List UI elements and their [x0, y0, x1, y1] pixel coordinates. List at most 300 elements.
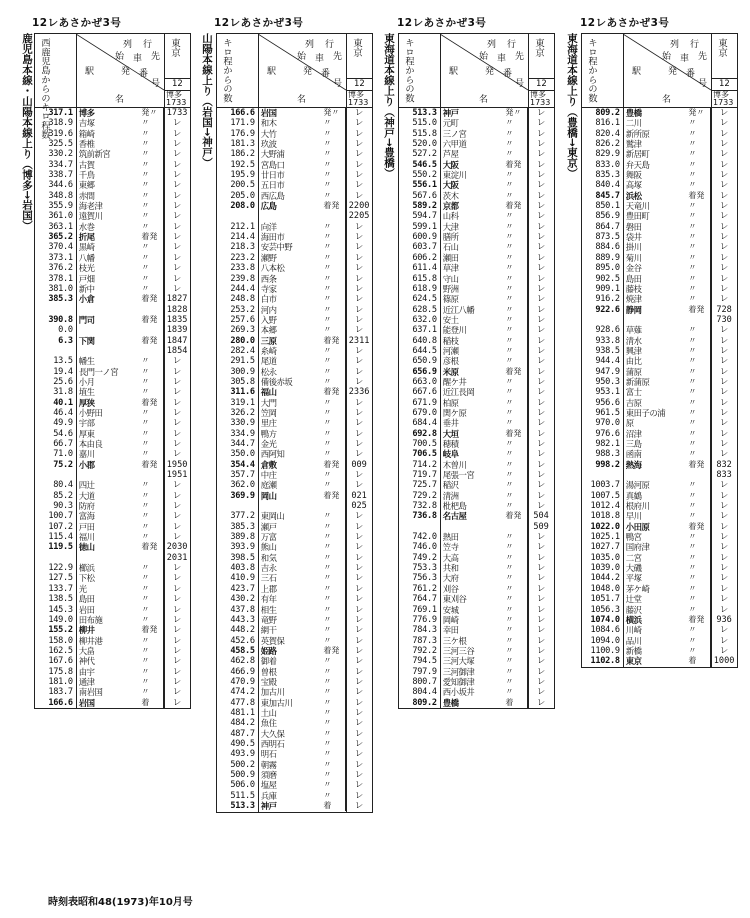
header-gou: 号 [698, 79, 708, 89]
km-cell: 889.9 [595, 252, 620, 263]
km-cell: 938.5 [595, 345, 620, 356]
time-cell: レ [345, 780, 372, 790]
time-cell: レ [345, 398, 372, 408]
table-row [399, 460, 554, 470]
arrdep-cell: 〃 [141, 501, 150, 511]
arrdep-cell: 〃 [688, 221, 697, 231]
table-row [399, 429, 554, 439]
arrdep-cell: 〃 [688, 335, 697, 345]
table-row [217, 160, 372, 170]
station-cell: 吉原 [625, 397, 642, 408]
arrdep-cell: 〃 [688, 294, 697, 304]
time-cell: レ [345, 325, 372, 335]
time-cell: 1839 [163, 325, 190, 335]
station-cell: 姫路 [260, 645, 277, 656]
km-cell: 253.2 [230, 304, 255, 315]
table-row [582, 449, 737, 459]
arrdep-cell [323, 211, 345, 221]
km-cell: 500.9 [230, 770, 255, 780]
km-cell: 166.6 [230, 108, 255, 118]
table-row [582, 387, 737, 397]
table-row [399, 625, 554, 635]
arrdep-cell: 〃 [505, 294, 514, 304]
arrdep-cell: 〃 [323, 283, 332, 293]
km-cell: 138.5 [48, 594, 73, 605]
km-cell: 797.9 [412, 666, 437, 677]
station-cell: 焼津 [625, 294, 642, 305]
arrdep-cell: 〃 [323, 314, 332, 324]
time-cell: 509 [527, 522, 554, 532]
table-row [582, 429, 737, 439]
arrdep-cell: 〃 [141, 418, 150, 428]
time-cell: レ [710, 367, 737, 377]
station-cell: 里庄 [260, 418, 277, 429]
table-row [582, 491, 737, 501]
station-cell: 草津 [442, 263, 459, 274]
time-cell: レ [527, 108, 554, 118]
table-row [217, 222, 372, 232]
time-cell: レ [527, 294, 554, 304]
km-cell: 317.1 [48, 108, 73, 118]
arrdep-cell: 発〃 [688, 108, 705, 117]
station-cell: 八本松 [260, 263, 285, 274]
origin-time: 博多 1733 [166, 90, 187, 107]
km-cell: 729.2 [412, 490, 437, 501]
km-cell: 481.1 [230, 707, 255, 718]
table-row [35, 253, 190, 263]
table-row [35, 387, 190, 397]
arrdep-cell: 〃 [505, 139, 514, 149]
km-cell: 46.4 [53, 407, 73, 418]
table-row [35, 470, 190, 480]
time-cell: レ [163, 594, 190, 604]
time-cell: レ [345, 729, 372, 739]
station-cell: 平塚 [625, 573, 642, 584]
km-cell: 376.2 [48, 263, 73, 274]
table-row [35, 532, 190, 542]
station-cell: 須磨 [260, 770, 277, 780]
km-cell: 338.7 [48, 170, 73, 181]
time-cell: レ [527, 356, 554, 366]
time-cell: レ [710, 532, 737, 542]
table-row [399, 263, 554, 273]
km-cell: 452.6 [230, 635, 255, 646]
table-row [217, 336, 372, 346]
arrdep-cell: 着発 [688, 521, 705, 531]
station-cell: 五日市 [260, 180, 285, 191]
table-row [35, 677, 190, 687]
timetable-block [34, 33, 191, 709]
arrdep-cell: 〃 [323, 170, 332, 180]
km-cell: 1039.0 [590, 563, 620, 574]
time-cell: レ [527, 460, 554, 470]
header-sha: 車 [680, 54, 690, 64]
arrdep-cell: 〃 [688, 376, 697, 386]
station-cell: 曽根 [260, 666, 277, 677]
station-cell: 沼津 [625, 428, 642, 439]
km-cell: 330.9 [230, 418, 255, 429]
station-cell: 芦屋 [442, 149, 459, 160]
arrdep-cell: 〃 [505, 118, 514, 128]
km-cell: 556.1 [412, 180, 437, 191]
km-cell: 679.0 [412, 407, 437, 418]
station-cell: 二宮 [625, 552, 642, 563]
table-row [35, 563, 190, 573]
km-cell: 354.4 [230, 459, 255, 470]
station-cell: 厚東 [78, 428, 95, 439]
time-cell: レ [710, 511, 737, 521]
time-cell: レ [710, 274, 737, 284]
header-yuki: 行 [325, 40, 335, 50]
table-row [582, 563, 737, 573]
table-row [582, 615, 737, 625]
time-cell: レ [163, 201, 190, 211]
station-cell: 近江八幡 [442, 304, 475, 315]
arrdep-cell: 〃 [141, 490, 150, 500]
arrdep-cell: 〃 [688, 128, 697, 138]
train-number: 12 [536, 79, 547, 89]
table-row [399, 129, 554, 139]
station-cell: 大野浦 [260, 149, 285, 160]
time-cell: レ [527, 677, 554, 687]
station-cell: 大府 [442, 573, 459, 584]
time-cell: レ [345, 108, 372, 118]
station-cell: 宇部 [78, 418, 95, 429]
train-number: 12 [172, 79, 183, 89]
km-cell: 350.0 [230, 449, 255, 460]
km-cell: 873.5 [595, 232, 620, 243]
station-cell: 櫛浜 [78, 563, 95, 574]
table-row [217, 573, 372, 583]
arrdep-cell: 〃 [323, 625, 332, 635]
time-cell: 2205 [345, 211, 372, 221]
km-cell: 515.0 [412, 118, 437, 129]
time-cell: レ [710, 201, 737, 211]
station-cell: 埴生 [78, 387, 95, 398]
arrdep-cell: 〃 [688, 428, 697, 438]
station-cell: 門司 [78, 314, 95, 325]
station-cell: 黒崎 [78, 242, 95, 253]
station-cell: 厚狭 [78, 397, 95, 408]
table-row [35, 274, 190, 284]
station-cell: 福山 [260, 387, 277, 398]
km-cell: 85.2 [53, 490, 73, 501]
station-cell: 菊川 [625, 252, 642, 263]
table-row [35, 584, 190, 594]
station-cell: 英賀保 [260, 635, 285, 646]
time-cell: レ [527, 429, 554, 439]
station-cell: 岡崎 [442, 614, 459, 625]
arrdep-cell: 着発 [688, 459, 705, 469]
km-cell: 49.9 [53, 418, 73, 429]
station-cell: 南岩国 [78, 687, 103, 698]
arrdep-cell: 〃 [141, 604, 150, 614]
km-cell: 970.0 [595, 418, 620, 429]
table-row [399, 636, 554, 646]
time-cell: レ [163, 615, 190, 625]
km-cell: 470.9 [230, 676, 255, 687]
station-cell: 小倉 [78, 294, 95, 305]
station-cell [76, 470, 142, 480]
table-row [35, 656, 190, 666]
arrdep-cell: 〃 [141, 252, 150, 262]
table-row [582, 191, 737, 201]
arrdep-cell: 〃 [688, 449, 697, 459]
table-row [35, 294, 190, 304]
table-row [399, 532, 554, 542]
dest-header: 東京 [716, 38, 727, 57]
time-cell: レ [163, 377, 190, 387]
time-cell: レ [163, 180, 190, 190]
header-sha: 車 [497, 54, 507, 64]
km-cell: 1102.8 [590, 656, 620, 667]
arrdep-cell: 〃 [323, 263, 332, 273]
arrdep-cell: 〃 [505, 687, 514, 697]
station-cell: 和気 [260, 552, 277, 563]
km-cell: 373.1 [48, 252, 73, 263]
arrdep-cell: 〃 [505, 666, 514, 676]
table-row [217, 118, 372, 128]
km-cell: 816.1 [595, 118, 620, 129]
arrdep-cell: 〃 [141, 159, 150, 169]
arrdep-cell: 〃 [323, 604, 332, 614]
station-header: 駅 [632, 67, 642, 77]
time-cell: レ [163, 284, 190, 294]
km-cell: 742.0 [412, 532, 437, 543]
km-cell: 430.2 [230, 594, 255, 605]
station-cell: 三河三谷 [442, 645, 475, 656]
km-cell: 437.8 [230, 604, 255, 615]
time-cell: レ [163, 677, 190, 687]
time-cell: 2336 [345, 387, 372, 397]
arrdep-cell: 〃 [688, 418, 697, 428]
arrdep-cell: 〃 [505, 656, 514, 666]
table-row [582, 625, 737, 635]
station-cell: 品川 [625, 635, 642, 646]
time-cell: レ [527, 232, 554, 242]
arrdep-cell: 〃 [323, 552, 332, 562]
time-cell: レ [163, 439, 190, 449]
station-cell: 膳所 [442, 232, 459, 243]
table-header [399, 34, 554, 108]
table-row [35, 284, 190, 294]
station-cell: 河内 [260, 304, 277, 315]
station-cell: 東岡山 [260, 511, 285, 522]
arrdep-cell: 着 [323, 801, 332, 811]
time-cell: レ [345, 346, 372, 356]
km-cell: 398.5 [230, 552, 255, 563]
station-cell: 醒ケ井 [442, 376, 467, 387]
km-cell: 746.0 [412, 542, 437, 553]
time-cell: レ [527, 284, 554, 294]
arrdep-cell: 〃 [323, 118, 332, 128]
table-row [399, 170, 554, 180]
table-row [399, 191, 554, 201]
arrdep-cell: 〃 [141, 283, 150, 293]
time-cell: レ [527, 594, 554, 604]
table-row [399, 511, 554, 521]
km-cell: 344.6 [48, 180, 73, 191]
time-cell: レ [345, 677, 372, 687]
arrdep-cell: 〃 [688, 325, 697, 335]
arrdep-cell: 〃 [323, 759, 332, 769]
header-diagonal [440, 34, 528, 108]
km-cell: 895.0 [595, 263, 620, 274]
station-cell: 三河御津 [442, 666, 475, 677]
time-cell: レ [710, 501, 737, 511]
table-row [217, 398, 372, 408]
time-cell: 1951 [163, 470, 190, 480]
station-cell: 小田原 [625, 521, 650, 532]
table-row [35, 232, 190, 242]
table-row [217, 201, 372, 211]
arrdep-cell: 〃 [141, 263, 150, 273]
km-cell: 909.1 [595, 283, 620, 294]
header-gou: 号 [333, 79, 343, 89]
station-cell: 神戸 [442, 108, 459, 118]
table-row [582, 377, 737, 387]
station-cell: 島田 [78, 594, 95, 605]
section-title: 東海道本線上り（豊橋→東京） [566, 33, 578, 179]
table-row [217, 656, 372, 666]
station-cell: 柏原 [442, 397, 459, 408]
arrdep-cell: 〃 [141, 645, 150, 655]
arrdep-cell: 〃 [323, 676, 332, 686]
table-row [217, 791, 372, 801]
header-retsu: 列 [487, 40, 497, 50]
station-cell [258, 501, 324, 511]
time-cell: レ [527, 532, 554, 542]
table-row [217, 470, 372, 480]
station-cell: 京都 [442, 201, 459, 212]
time-cell: レ [345, 573, 372, 583]
station-cell: 富海 [78, 511, 95, 522]
arrdep-cell: 〃 [505, 335, 514, 345]
km-cell: 334.9 [230, 428, 255, 439]
km-cell: 800.7 [412, 676, 437, 687]
table-row [582, 573, 737, 583]
table-row [35, 542, 190, 552]
time-cell: レ [710, 636, 737, 646]
time-cell: レ [527, 253, 554, 263]
station-cell: 三島 [625, 439, 642, 449]
km-cell [35, 305, 76, 315]
name-header: 名 [115, 95, 125, 105]
km-cell: 370.4 [48, 242, 73, 253]
arrdep-cell: 〃 [688, 635, 697, 645]
time-cell: レ [345, 801, 372, 811]
station-cell: 糸崎 [260, 345, 277, 356]
time-cell: レ [527, 160, 554, 170]
table-row [399, 605, 554, 615]
arrdep-cell: 〃 [323, 149, 332, 159]
arrdep-cell: 〃 [323, 356, 332, 366]
table-row [217, 274, 372, 284]
km-cell: 988.3 [595, 449, 620, 460]
table-row [217, 211, 372, 221]
time-cell: レ [345, 449, 372, 459]
arrdep-cell: 〃 [323, 242, 332, 252]
arrdep-cell: 〃 [688, 480, 697, 490]
arrdep-cell: 〃 [505, 552, 514, 562]
table-row [35, 636, 190, 646]
arrdep-cell: 〃 [688, 366, 697, 376]
time-cell: レ [163, 480, 190, 490]
km-cell [582, 315, 623, 325]
arrdep-cell: 〃 [688, 242, 697, 252]
table-row [582, 274, 737, 284]
km-cell: 922.6 [595, 304, 620, 315]
table-row [217, 677, 372, 687]
km-cell: 171.9 [230, 118, 255, 129]
arrdep-cell: 〃 [505, 128, 514, 138]
table-row [217, 698, 372, 708]
arrdep-cell: 〃 [505, 345, 514, 355]
time-cell: 1733 [163, 108, 190, 118]
station-cell [76, 553, 142, 563]
time-cell: レ [527, 542, 554, 552]
arrdep-cell: 〃 [505, 304, 514, 314]
time-cell: レ [527, 491, 554, 501]
station-cell: 清洲 [442, 490, 459, 501]
arrdep-cell: 〃 [323, 221, 332, 231]
time-cell: 730 [710, 315, 737, 325]
km-cell: 706.5 [412, 449, 437, 460]
time-cell: レ [527, 315, 554, 325]
station-cell: 徳山 [78, 542, 95, 553]
time-cell: レ [710, 170, 737, 180]
table-row [399, 584, 554, 594]
km-cell: 458.5 [230, 645, 255, 656]
table-row [217, 718, 372, 728]
station-cell: 舞阪 [625, 170, 642, 181]
station-cell: 能登川 [442, 325, 467, 336]
time-cell: レ [163, 118, 190, 128]
arrdep-cell: 〃 [141, 221, 150, 231]
time-cell: レ [163, 129, 190, 139]
time-cell: レ [345, 263, 372, 273]
time-cell: レ [527, 408, 554, 418]
station-cell: 寺家 [260, 283, 277, 294]
station-cell: 守山 [442, 273, 459, 284]
table-row [582, 636, 737, 646]
train-title: 12レあさかぜ3号 [580, 17, 670, 29]
time-cell: レ [710, 584, 737, 594]
km-cell: 477.8 [230, 697, 255, 708]
km-cell: 835.3 [595, 170, 620, 181]
table-row [35, 108, 190, 118]
header-diagonal [623, 34, 711, 108]
km-cell: 725.7 [412, 480, 437, 491]
station-cell: 静岡 [625, 304, 642, 315]
table-row [582, 656, 737, 666]
km-cell: 506.0 [230, 780, 255, 791]
station-cell: 柳井 [78, 625, 95, 636]
km-cell: 200.5 [230, 180, 255, 191]
station-rows [399, 108, 554, 708]
arrdep-cell [141, 325, 163, 335]
km-cell: 390.8 [48, 314, 73, 325]
arrdep-cell: 〃 [323, 707, 332, 717]
station-cell: 岩国 [260, 108, 277, 118]
km-cell: 840.4 [595, 180, 620, 191]
time-cell: レ [345, 615, 372, 625]
station-cell: 瀬田 [442, 252, 459, 263]
km-cell: 54.6 [53, 428, 73, 439]
km-cell: 656.9 [412, 366, 437, 377]
km-cell: 794.5 [412, 656, 437, 667]
station-cell: 大道 [78, 490, 95, 501]
